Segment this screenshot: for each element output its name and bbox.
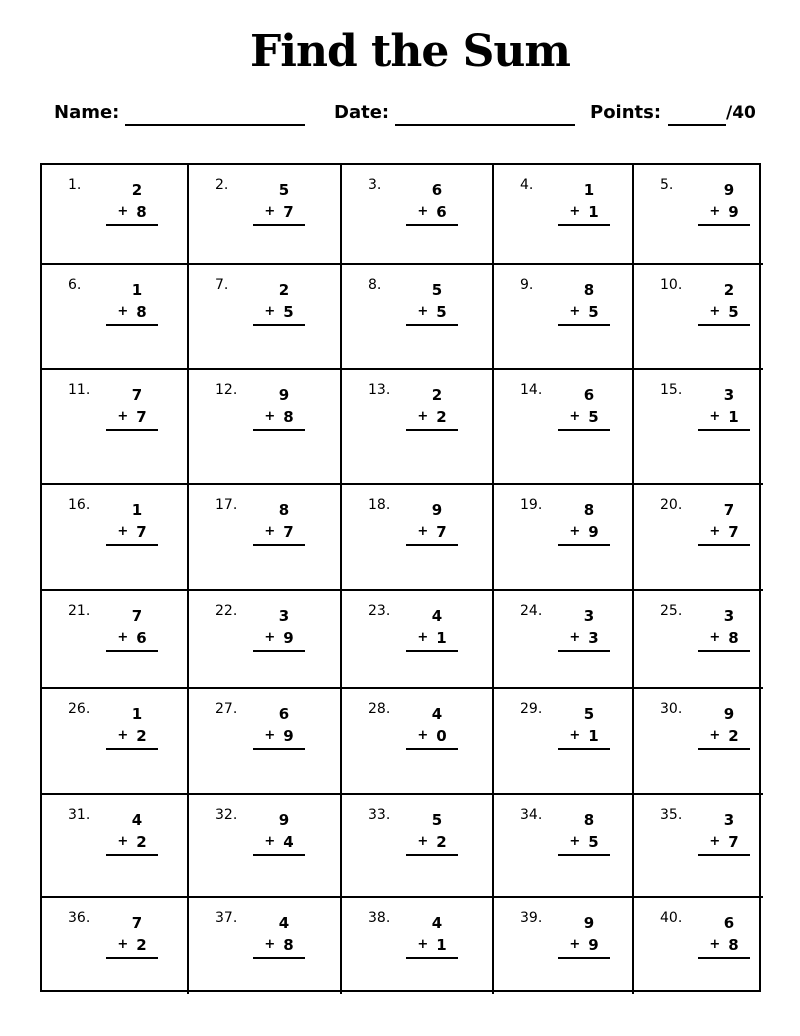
problem-number: 13.: [368, 382, 391, 398]
addend-top: 7: [131, 386, 143, 404]
addend-top: 1: [583, 181, 595, 199]
problem-number: 6.: [68, 277, 82, 293]
problem-number: 39.: [520, 910, 543, 926]
addend-bottom-row: [406, 521, 458, 546]
addend-top: 6: [431, 181, 443, 199]
addend-bottom: 2: [436, 408, 447, 426]
problem-number: 3.: [368, 177, 382, 193]
addend-top: 2: [131, 181, 143, 199]
plus-sign: +: [569, 937, 581, 952]
addend-bottom: 3: [588, 629, 599, 647]
addend-bottom: 0: [436, 727, 447, 745]
addend-top: 4: [278, 914, 290, 932]
addend-top: 5: [431, 811, 443, 829]
addend-bottom: 8: [283, 936, 294, 954]
addend-bottom-row: [106, 725, 158, 750]
addend-bottom-row: [698, 934, 750, 959]
problem-cell: [342, 485, 494, 591]
addition-problem: [698, 809, 750, 856]
addend-bottom-row: [106, 627, 158, 652]
plus-sign: +: [569, 630, 581, 645]
problem-number: 11.: [68, 382, 91, 398]
addend-bottom: 1: [728, 408, 739, 426]
addend-bottom: 7: [436, 523, 447, 541]
addend-top: 3: [723, 607, 735, 625]
problem-cell: [189, 689, 342, 795]
addend-top: 1: [131, 281, 143, 299]
plus-sign: +: [417, 524, 429, 539]
addend-bottom: 5: [728, 303, 739, 321]
problem-cell: [494, 591, 634, 689]
problem-cell: [634, 795, 763, 898]
addend-bottom-row: [698, 725, 750, 750]
problem-number: 36.: [68, 910, 91, 926]
addend-bottom-row: [406, 934, 458, 959]
problem-cell: [42, 265, 189, 370]
addend-bottom-row: [698, 201, 750, 226]
problem-cell: [634, 165, 763, 265]
problem-number: 10.: [660, 277, 683, 293]
problem-cell: [342, 165, 494, 265]
problem-cell: [494, 795, 634, 898]
addition-problem: [698, 279, 750, 326]
addend-bottom: 6: [136, 629, 147, 647]
problem-cell: [494, 165, 634, 265]
problem-cell: [494, 689, 634, 795]
problem-cell: [634, 485, 763, 591]
addend-bottom: 1: [436, 936, 447, 954]
addend-bottom-row: [698, 831, 750, 856]
addend-bottom-row: [406, 301, 458, 326]
plus-sign: +: [417, 204, 429, 219]
problem-number: 26.: [68, 701, 91, 717]
addend-bottom-row: [106, 301, 158, 326]
name-blank[interactable]: [125, 124, 305, 126]
plus-sign: +: [264, 630, 276, 645]
addend-top: 4: [131, 811, 143, 829]
addition-problem: [698, 605, 750, 652]
addend-top: 8: [583, 811, 595, 829]
problem-cell: [342, 591, 494, 689]
problem-cell: [189, 370, 342, 485]
problem-number: 1.: [68, 177, 82, 193]
addend-top: 5: [278, 181, 290, 199]
problem-cell: [634, 265, 763, 370]
addend-top: 2: [723, 281, 735, 299]
problem-cell: [342, 795, 494, 898]
plus-sign: +: [569, 834, 581, 849]
addend-top: 9: [278, 811, 290, 829]
plus-sign: +: [569, 728, 581, 743]
addend-bottom-row: [558, 627, 610, 652]
addend-bottom-row: [698, 406, 750, 431]
addition-problem: [106, 384, 158, 431]
addend-bottom: 2: [136, 833, 147, 851]
addition-problem: [406, 179, 458, 226]
problem-cell: [189, 795, 342, 898]
addend-bottom-row: [106, 934, 158, 959]
addend-bottom-row: [558, 201, 610, 226]
problem-number: 5.: [660, 177, 674, 193]
addition-problem: [406, 605, 458, 652]
addend-top: 7: [131, 607, 143, 625]
problem-number: 14.: [520, 382, 543, 398]
addend-top: 9: [431, 501, 443, 519]
addend-bottom-row: [106, 831, 158, 856]
addend-bottom: 7: [283, 203, 294, 221]
plus-sign: +: [709, 728, 721, 743]
addition-problem: [558, 384, 610, 431]
addend-top: 9: [723, 705, 735, 723]
plus-sign: +: [264, 304, 276, 319]
addend-bottom-row: [106, 521, 158, 546]
plus-sign: +: [117, 409, 129, 424]
addend-bottom: 1: [588, 727, 599, 745]
problem-cell: [42, 898, 189, 994]
addition-problem: [253, 179, 305, 226]
plus-sign: +: [264, 204, 276, 219]
addition-problem: [558, 809, 610, 856]
problem-number: 22.: [215, 603, 238, 619]
addend-bottom: 7: [136, 523, 147, 541]
addend-bottom-row: [406, 406, 458, 431]
addend-bottom-row: [698, 521, 750, 546]
problem-number: 9.: [520, 277, 534, 293]
addition-problem: [698, 499, 750, 546]
problem-cell: [342, 265, 494, 370]
addend-top: 5: [583, 705, 595, 723]
problem-cell: [342, 898, 494, 994]
plus-sign: +: [264, 728, 276, 743]
problem-cell: [42, 795, 189, 898]
problem-cell: [494, 898, 634, 994]
problem-number: 38.: [368, 910, 391, 926]
addend-bottom: 5: [588, 303, 599, 321]
addend-top: 5: [431, 281, 443, 299]
plus-sign: +: [709, 204, 721, 219]
plus-sign: +: [709, 834, 721, 849]
problem-number: 16.: [68, 497, 91, 513]
problem-cell: [634, 689, 763, 795]
addend-top: 3: [278, 607, 290, 625]
addend-bottom: 7: [283, 523, 294, 541]
problem-number: 31.: [68, 807, 91, 823]
addend-bottom-row: [106, 201, 158, 226]
plus-sign: +: [117, 937, 129, 952]
addend-bottom: 2: [728, 727, 739, 745]
addend-bottom: 9: [588, 936, 599, 954]
plus-sign: +: [117, 728, 129, 743]
addend-bottom-row: [406, 201, 458, 226]
problem-cell: [634, 591, 763, 689]
problem-number: 32.: [215, 807, 238, 823]
addend-bottom-row: [253, 301, 305, 326]
addend-top: 1: [131, 501, 143, 519]
addend-bottom: 9: [283, 629, 294, 647]
addition-problem: [558, 499, 610, 546]
addend-bottom: 8: [728, 936, 739, 954]
date-label: Date:: [334, 102, 390, 123]
addend-bottom: 9: [728, 203, 739, 221]
addition-problem: [106, 809, 158, 856]
plus-sign: +: [417, 409, 429, 424]
addend-top: 9: [278, 386, 290, 404]
addend-bottom: 8: [136, 203, 147, 221]
plus-sign: +: [417, 937, 429, 952]
addition-problem: [698, 179, 750, 226]
problem-cell: [42, 591, 189, 689]
plus-sign: +: [709, 937, 721, 952]
addition-problem: [253, 499, 305, 546]
plus-sign: +: [264, 409, 276, 424]
addend-bottom-row: [253, 201, 305, 226]
addend-bottom: 2: [136, 727, 147, 745]
problem-number: 20.: [660, 497, 683, 513]
addend-top: 4: [431, 914, 443, 932]
addend-top: 8: [583, 501, 595, 519]
addition-problem: [253, 279, 305, 326]
addition-problem: [106, 279, 158, 326]
points-blank[interactable]: [668, 124, 726, 126]
problem-number: 7.: [215, 277, 229, 293]
addend-bottom-row: [698, 627, 750, 652]
points-label: Points:: [590, 102, 662, 123]
addition-problem: [698, 384, 750, 431]
addition-problem: [253, 703, 305, 750]
addend-top: 3: [723, 811, 735, 829]
problem-number: 34.: [520, 807, 543, 823]
addition-problem: [698, 703, 750, 750]
plus-sign: +: [417, 304, 429, 319]
addend-bottom-row: [253, 627, 305, 652]
problem-cell: [42, 485, 189, 591]
addition-problem: [253, 809, 305, 856]
problem-cell: [342, 370, 494, 485]
problem-cell: [189, 485, 342, 591]
addition-problem: [558, 605, 610, 652]
addend-top: 3: [723, 386, 735, 404]
problem-number: 40.: [660, 910, 683, 926]
addend-top: 8: [278, 501, 290, 519]
addend-bottom: 8: [283, 408, 294, 426]
addition-problem: [558, 703, 610, 750]
addition-problem: [406, 499, 458, 546]
addend-bottom-row: [253, 831, 305, 856]
problem-number: 17.: [215, 497, 238, 513]
addend-bottom: 7: [728, 523, 739, 541]
problem-number: 30.: [660, 701, 683, 717]
plus-sign: +: [264, 834, 276, 849]
plus-sign: +: [117, 304, 129, 319]
addend-bottom: 1: [588, 203, 599, 221]
problem-cell: [42, 689, 189, 795]
problem-number: 18.: [368, 497, 391, 513]
problem-number: 12.: [215, 382, 238, 398]
plus-sign: +: [709, 304, 721, 319]
addition-problem: [106, 703, 158, 750]
addend-bottom-row: [558, 831, 610, 856]
plus-sign: +: [709, 409, 721, 424]
points-total: /40: [726, 103, 756, 123]
plus-sign: +: [117, 630, 129, 645]
addition-problem: [106, 179, 158, 226]
addend-bottom: 2: [136, 936, 147, 954]
plus-sign: +: [117, 524, 129, 539]
plus-sign: +: [417, 728, 429, 743]
addend-bottom-row: [558, 301, 610, 326]
addend-bottom-row: [253, 406, 305, 431]
addend-bottom-row: [106, 406, 158, 431]
addend-top: 7: [131, 914, 143, 932]
plus-sign: +: [569, 204, 581, 219]
addition-problem: [698, 912, 750, 959]
addend-bottom: 8: [728, 629, 739, 647]
plus-sign: +: [569, 524, 581, 539]
addition-problem: [406, 809, 458, 856]
addend-top: 9: [583, 914, 595, 932]
addend-bottom: 7: [136, 408, 147, 426]
addend-top: 6: [723, 914, 735, 932]
addend-bottom: 9: [283, 727, 294, 745]
addition-problem: [558, 912, 610, 959]
addend-bottom-row: [558, 725, 610, 750]
problem-number: 21.: [68, 603, 91, 619]
addition-problem: [106, 605, 158, 652]
addend-top: 2: [431, 386, 443, 404]
problem-cell: [634, 370, 763, 485]
plus-sign: +: [264, 937, 276, 952]
addend-bottom-row: [253, 521, 305, 546]
problem-number: 15.: [660, 382, 683, 398]
plus-sign: +: [569, 304, 581, 319]
problem-number: 8.: [368, 277, 382, 293]
addition-problem: [406, 912, 458, 959]
problem-grid: [40, 163, 761, 992]
addend-bottom: 1: [436, 629, 447, 647]
addend-bottom-row: [558, 521, 610, 546]
addend-bottom-row: [406, 831, 458, 856]
problem-cell: [189, 898, 342, 994]
problem-cell: [494, 485, 634, 591]
plus-sign: +: [417, 834, 429, 849]
problem-number: 24.: [520, 603, 543, 619]
addend-bottom: 7: [728, 833, 739, 851]
problem-cell: [189, 165, 342, 265]
problem-number: 35.: [660, 807, 683, 823]
addend-top: 3: [583, 607, 595, 625]
problem-number: 28.: [368, 701, 391, 717]
plus-sign: +: [417, 630, 429, 645]
addend-top: 1: [131, 705, 143, 723]
plus-sign: +: [709, 630, 721, 645]
addend-top: 4: [431, 705, 443, 723]
plus-sign: +: [117, 204, 129, 219]
addition-problem: [558, 279, 610, 326]
problem-cell: [189, 591, 342, 689]
plus-sign: +: [569, 409, 581, 424]
plus-sign: +: [709, 524, 721, 539]
problem-cell: [634, 898, 763, 994]
addend-bottom-row: [406, 627, 458, 652]
problem-cell: [42, 370, 189, 485]
problem-number: 23.: [368, 603, 391, 619]
problem-cell: [42, 165, 189, 265]
problem-cell: [494, 265, 634, 370]
addend-bottom-row: [558, 406, 610, 431]
addend-bottom-row: [698, 301, 750, 326]
problem-number: 27.: [215, 701, 238, 717]
addend-bottom: 4: [283, 833, 294, 851]
addend-top: 4: [431, 607, 443, 625]
problem-cell: [342, 689, 494, 795]
problem-number: 37.: [215, 910, 238, 926]
addend-bottom: 6: [436, 203, 447, 221]
name-label: Name:: [54, 102, 120, 123]
addend-bottom: 5: [436, 303, 447, 321]
addition-problem: [106, 499, 158, 546]
problem-number: 25.: [660, 603, 683, 619]
addend-top: 9: [723, 181, 735, 199]
addend-bottom: 5: [588, 408, 599, 426]
addend-bottom: 5: [588, 833, 599, 851]
addend-bottom-row: [406, 725, 458, 750]
addend-bottom: 2: [436, 833, 447, 851]
problem-cell: [189, 265, 342, 370]
problem-cell: [494, 370, 634, 485]
plus-sign: +: [264, 524, 276, 539]
addend-top: 2: [278, 281, 290, 299]
addend-top: 6: [278, 705, 290, 723]
addend-bottom-row: [253, 725, 305, 750]
addition-problem: [558, 179, 610, 226]
addition-problem: [406, 279, 458, 326]
addend-top: 7: [723, 501, 735, 519]
problem-number: 4.: [520, 177, 534, 193]
addition-problem: [106, 912, 158, 959]
addend-bottom-row: [253, 934, 305, 959]
addend-top: 6: [583, 386, 595, 404]
addend-bottom: 9: [588, 523, 599, 541]
addend-bottom-row: [558, 934, 610, 959]
worksheet-title: Find the Sum: [250, 26, 570, 77]
addend-bottom: 5: [283, 303, 294, 321]
addition-problem: [406, 384, 458, 431]
problem-number: 29.: [520, 701, 543, 717]
problem-number: 19.: [520, 497, 543, 513]
addition-problem: [253, 605, 305, 652]
date-blank[interactable]: [395, 124, 575, 126]
plus-sign: +: [117, 834, 129, 849]
addition-problem: [253, 384, 305, 431]
addend-top: 8: [583, 281, 595, 299]
addend-bottom: 8: [136, 303, 147, 321]
addition-problem: [253, 912, 305, 959]
problem-number: 33.: [368, 807, 391, 823]
addition-problem: [406, 703, 458, 750]
problem-number: 2.: [215, 177, 229, 193]
